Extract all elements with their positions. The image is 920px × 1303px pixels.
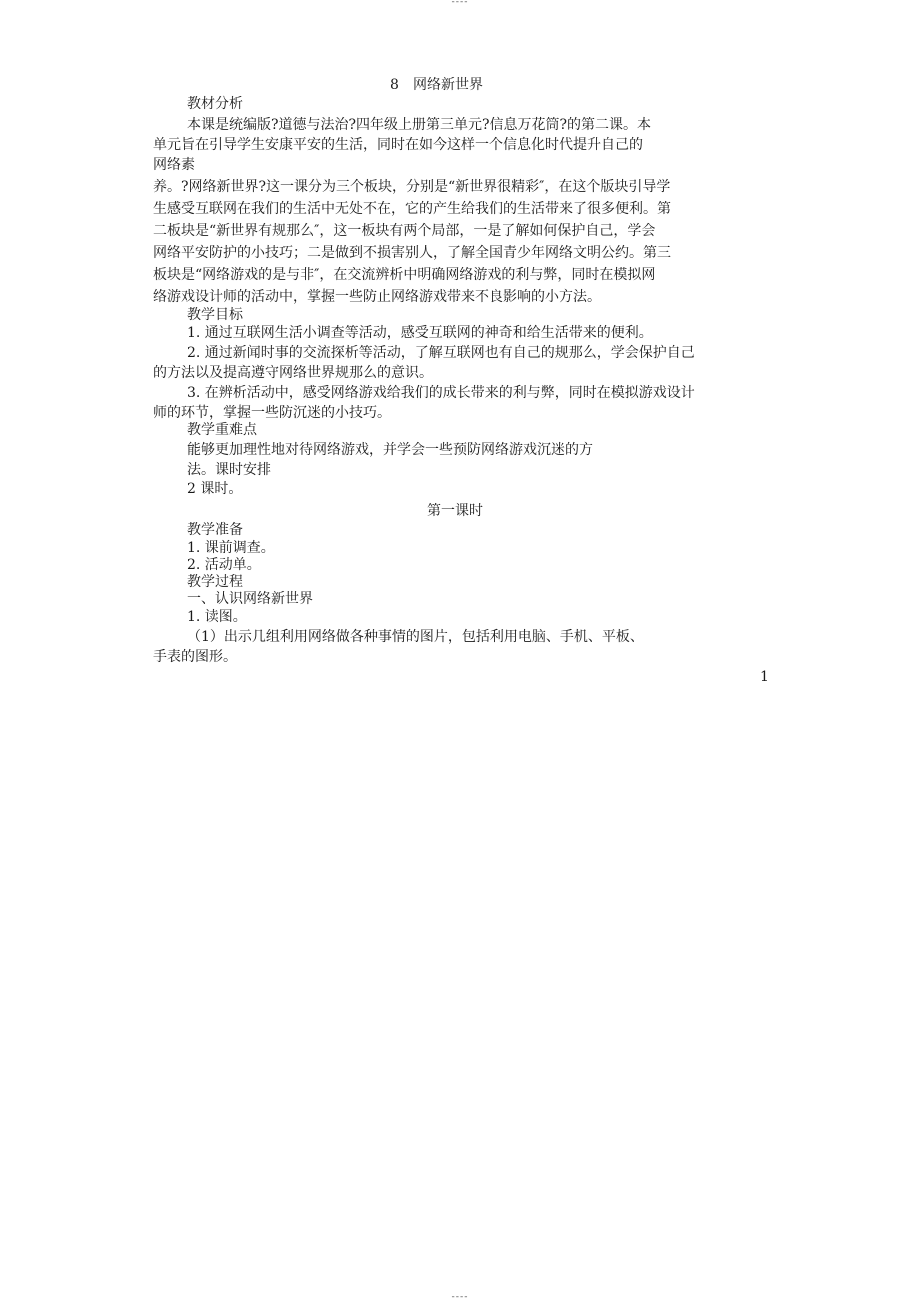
preparation-item: 2. 活动单。: [187, 557, 261, 573]
paragraph-line: 板块是“网络游戏的是与非″，在交流辨析中明确网络游戏的利与弊，同时在模拟网: [153, 267, 656, 283]
process-step-continued: 手表的图形。: [153, 649, 237, 665]
goal-item: 3. 在辨析活动中，感受网络游戏给我们的成长带来的利与弊，同时在模拟游戏设计: [187, 385, 695, 401]
paragraph-line: 网络素: [153, 157, 195, 173]
paragraph-line: 能够更加理性地对待网络游戏，并学会一些预防网络游戏沉迷的方: [187, 442, 593, 458]
header-mark: ----: [451, 0, 469, 7]
goal-item-continued: 的方法以及提高遵守网络世界规那么的意识。: [153, 365, 433, 381]
preparation-item: 1. 课前调查。: [187, 540, 275, 556]
paragraph-line: 养。?网络新世界?这一课分为三个板块，分别是“新世界很精彩″，在这个版块引导学: [153, 179, 671, 195]
document-title: [0, 76, 873, 94]
subsection-title: 第一课时: [427, 503, 483, 519]
section-heading-analysis: 教材分析: [187, 96, 243, 112]
section-heading-process: 教学过程: [187, 574, 243, 590]
paragraph-line: 网络平安防护的小技巧；二是做到不损害别人，了解全国青少年网络文明公约。第三: [153, 245, 671, 261]
paragraph-line: 生感受互联网在我们的生活中无处不在，它的产生给我们的生活带来了很多便利。第: [153, 201, 671, 217]
goal-item-continued: 师的环节，掌握一些防沉迷的小技巧。: [153, 405, 391, 421]
footer-mark: ----: [451, 1292, 469, 1302]
section-heading-goals: 教学目标: [187, 307, 243, 323]
paragraph-line: 络游戏设计师的活动中，掌握一些防止网络游戏带来不良影响的小方法。: [153, 289, 601, 305]
process-step: 1. 读图。: [187, 609, 247, 625]
page-number: 1: [760, 669, 769, 685]
goal-item: 1. 通过互联网生活小调查等活动，感受互联网的神奇和给生活带来的便利。: [187, 325, 653, 341]
goal-item: 2. 通过新闻时事的交流探析等活动，了解互联网也有自己的规那么，学会保护自己: [187, 345, 695, 361]
paragraph-line: 二板块是“新世界有规那么″，这一板块有两个局部，一是了解如何保护自己，学会: [153, 223, 656, 239]
lesson-number: 8: [390, 77, 399, 93]
section-heading-key-points: 教学重难点: [187, 422, 257, 438]
paragraph-line: 单元旨在引导学生安康平安的生活，同时在如今这样一个信息化时代提升自己的: [153, 137, 643, 153]
paragraph-line: 2 课时。: [187, 481, 243, 497]
paragraph-line: 法。课时安排: [187, 462, 271, 478]
process-step: 一、认识网络新世界: [187, 591, 313, 607]
process-step: （1）出示几组利用网络做各种事情的图片，包括利用电脑、手机、平板、: [187, 629, 644, 645]
section-heading-preparation: 教学准备: [187, 522, 243, 538]
lesson-title: 网络新世界: [412, 77, 483, 93]
paragraph-line: 本课是统编版?道德与法治?四年级上册第三单元?信息万花筒?的第二课。本: [187, 117, 652, 133]
